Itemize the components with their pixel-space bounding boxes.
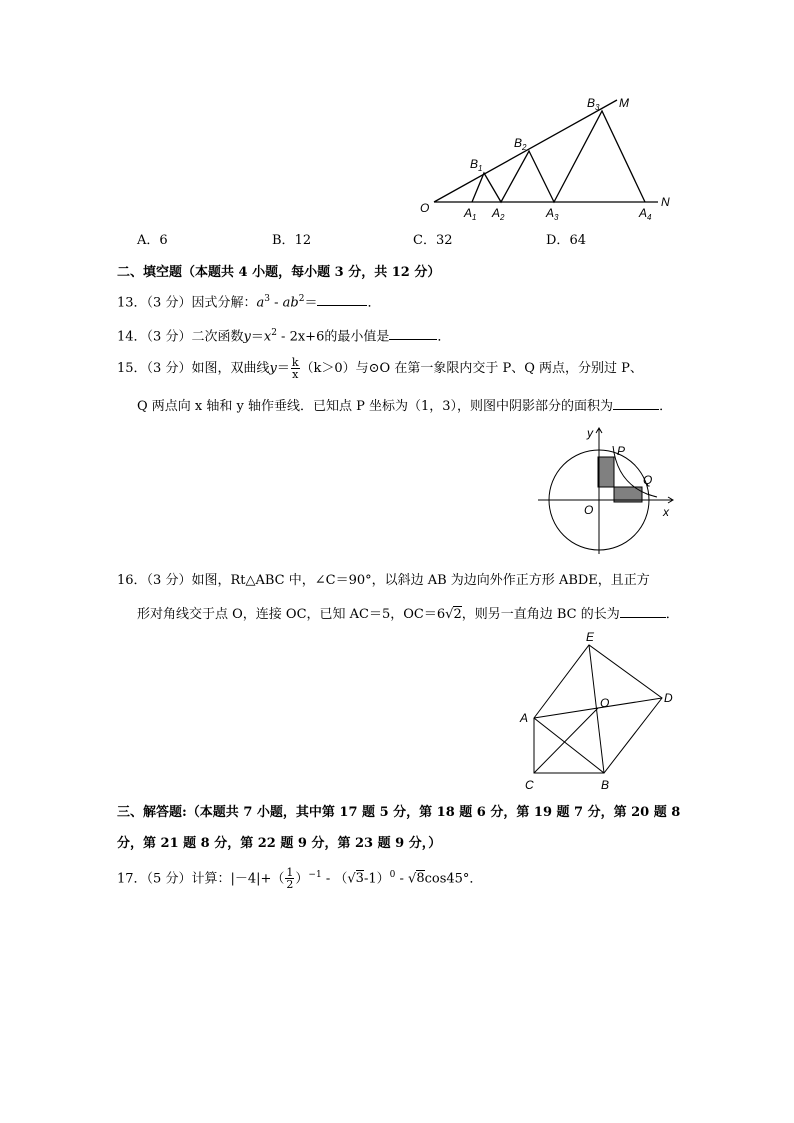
section-3-heading-line-1: 三、解答题:（本题共 7 小题，其中第 17 题 5 分，第 18 题 6 分，第 19 题 7 分，第 20 题 8	[117, 805, 681, 820]
question-17: 17．（5 分）计算：|－4|+（ $\frac{1}{2}$ ）$^{-1} - (√3-1)^0 - √8\cos 45^\circ$．	[117, 866, 483, 892]
zigzag-segments	[472, 111, 645, 202]
answer-blank	[620, 605, 666, 618]
label-O: O	[600, 696, 610, 710]
label-B2: B	[514, 136, 523, 150]
option-c: C．32	[413, 233, 453, 248]
svg-text:1: 1	[472, 213, 477, 222]
option-b: B．12	[272, 233, 312, 248]
svg-text:1: 1	[478, 164, 483, 173]
label-O: O	[420, 201, 430, 215]
question-16-line-1: 16．（3 分）如图，Rt△ABC 中，∠C＝90°，以斜边 AB 为边向外作正方形 ABDE，且正方	[117, 573, 650, 588]
answer-blank	[389, 327, 437, 340]
label-B1: B	[470, 157, 479, 171]
label-C: C	[525, 778, 534, 792]
label-x: x	[663, 505, 669, 519]
answer-blank	[613, 397, 659, 410]
shaded-rect-p	[598, 457, 614, 487]
svg-text:4: 4	[647, 213, 652, 222]
q15-figure	[535, 422, 683, 557]
sqrt-2: √2	[445, 607, 462, 622]
label-A3: A	[546, 206, 555, 220]
svg-text:2: 2	[522, 143, 527, 152]
question-16-line-2: 形对角线交于点 O，连接 OC，已知 AC＝5，OC＝6√2，则另一直角边 BC 的长为 ．	[137, 607, 679, 622]
label-B: B	[601, 778, 610, 792]
option-a: A．6	[137, 233, 168, 248]
question-13: 13．（3 分）因式分解：$a^3 - ab^2=$ ．	[117, 294, 381, 311]
section-3-heading-line-2: 分，第 21 题 8 分，第 22 题 9 分，第 23 题 9 分，）	[117, 836, 442, 851]
label-B3: B	[587, 96, 596, 110]
label-M: M	[619, 96, 629, 110]
label-E: E	[586, 630, 595, 644]
label-N: N	[661, 195, 670, 209]
question-15-line-1: 15．（3 分）如图，双曲线y＝ $\frac{k}{x}$ （k＞0）与⊙O 在第一象限内交于 P、Q 两点，分别过 P、	[117, 356, 643, 381]
label-A1: A	[464, 206, 473, 220]
label-A4: A	[639, 206, 648, 220]
answer-blank	[317, 293, 367, 306]
label-A2: A	[492, 206, 501, 220]
question-15-line-2: Q 两点向 x 轴和 y 轴作垂线．已知点 P 坐标为（1，3），则图中阴影部分的面积为 ．	[137, 399, 673, 414]
label-O: O	[584, 503, 594, 517]
label-y: y	[587, 426, 593, 440]
segment-oc	[534, 708, 598, 773]
question-14: 14．（3 分）二次函数$y=x^2 - 2x+6$的最小值是 ．	[117, 328, 451, 345]
label-P: P	[617, 444, 626, 458]
fraction-one-half: $\frac{1}{2}$	[286, 866, 294, 892]
label-A: A	[520, 711, 529, 725]
label-Q: Q	[643, 473, 653, 487]
svg-text:2: 2	[500, 213, 505, 222]
svg-text:3: 3	[554, 213, 559, 222]
fraction-k-over-x: $\frac{k}{x}$	[291, 356, 299, 381]
q12-figure	[412, 90, 682, 225]
option-d: D．64	[546, 233, 586, 248]
section-2-heading: 二、填空题（本题共 4 小题，每小题 3 分，共 12 分）	[117, 265, 441, 280]
svg-text:3: 3	[595, 103, 600, 112]
label-D: D	[664, 691, 673, 705]
q16-figure	[515, 628, 685, 793]
